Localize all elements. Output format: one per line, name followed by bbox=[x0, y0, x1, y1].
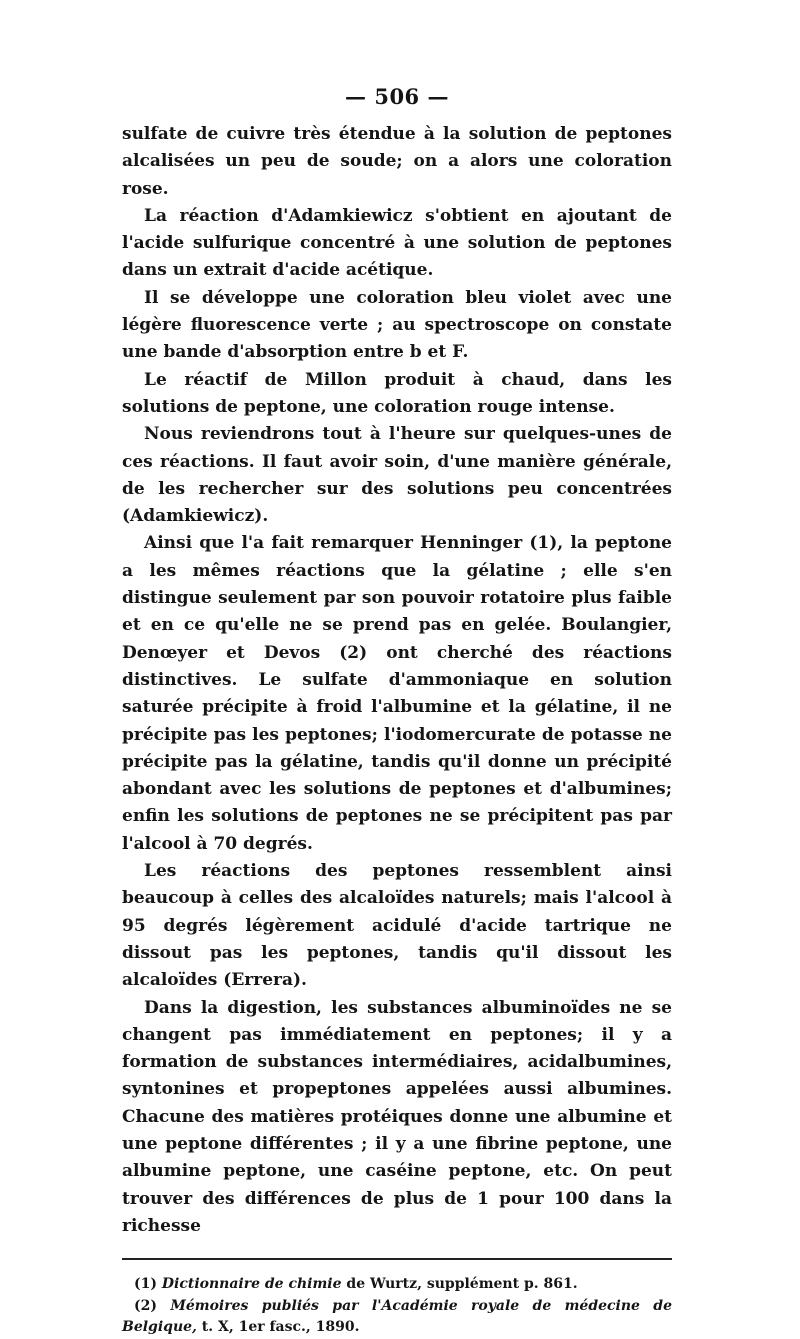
footnote-2-marker: (2) bbox=[134, 1297, 157, 1314]
footnote-1-marker: (1) bbox=[134, 1276, 157, 1293]
footnote-2 bbox=[122, 1296, 672, 1339]
paragraph-6: Ainsi que l'a fait remarquer Henninger (1), la peptone a les mêmes réactions que la gélatine ; elle s'en distingue seulement par son pouvoir rotatoire plus faible et en ce qu'elle ne se prend pas en gelée. Boulangier, Denœyer et Devos (2) ont cherché des réactions distinctives. Le sulfate d'ammoniaque en solution saturée précipite à froid l'albumine et la gélatine, il ne précipite pas les peptones; l'iodomercurate de potasse ne précipite pas la gélatine, tandis qu'il donne un précipité abondant avec les solutions de peptones et d'albumines; enfin les solutions de peptones ne se précipitent pas par l'alcool à 70 degrés. bbox=[122, 533, 672, 854]
book-page bbox=[122, 84, 672, 1339]
footnote-2-rest: t. X, 1er fasc., 1890. bbox=[201, 1319, 360, 1336]
paragraph-2: La réaction d'Adamkiewicz s'obtient en ajoutant de l'acide sulfurique concentré à une solution de peptones dans un extrait d'acide acétique. bbox=[122, 205, 672, 281]
paragraph-3: Il se développe une coloration bleu violet avec une légère fluorescence verte ; au spectroscope on constate une bande d'absorption entre b et F. bbox=[122, 287, 672, 363]
page-number: — 506 — bbox=[345, 84, 449, 109]
footnote-2-title: Mémoires publiés par l'Académie royale de médecine de Belgique, bbox=[122, 1297, 672, 1336]
footnote-1 bbox=[122, 1274, 672, 1296]
footnote-divider bbox=[122, 1258, 672, 1260]
footnote-1-rest: de Wurtz, supplément p. 861. bbox=[346, 1276, 578, 1293]
paragraph-1: sulfate de cuivre très étendue à la solution de peptones alcalisées un peu de soude; on a alors une coloration rose. bbox=[122, 124, 672, 199]
paragraph-8: Dans la digestion, les substances albuminoïdes ne se changent pas immédiatement en peptones; il y a formation de substances intermédiaires, acidalbumines, syntonines et propeptones appelées aussi albumines. Chacune des matières protéiques donne une albumine et une peptone différentes ; il y a une fibrine peptone, une albumine peptone, une caséine peptone, etc. On peut trouver des différences de plus de 1 pour 100 dans la richesse bbox=[122, 997, 672, 1236]
paragraph-7: Les réactions des peptones ressemblent ainsi beaucoup à celles des alcaloïdes naturels; mais l'alcool à 95 degrés légèrement acidulé d'acide tartrique ne dissout pas les peptones, tandis qu'il dissout les alcaloïdes (Errera). bbox=[122, 861, 672, 991]
paragraph-4: Le réactif de Millon produit à chaud, dans les solutions de peptone, une coloration rouge intense. bbox=[122, 369, 672, 417]
body-text bbox=[122, 121, 672, 1240]
footnotes bbox=[122, 1274, 672, 1339]
footnote-1-title: Dictionnaire de chimie bbox=[161, 1276, 342, 1293]
paragraph-5: Nous reviendrons tout à l'heure sur quelques-unes de ces réactions. Il faut avoir soin, d'une manière générale, de les rechercher sur des solutions peu concentrées (Adamkiewicz). bbox=[122, 424, 672, 527]
